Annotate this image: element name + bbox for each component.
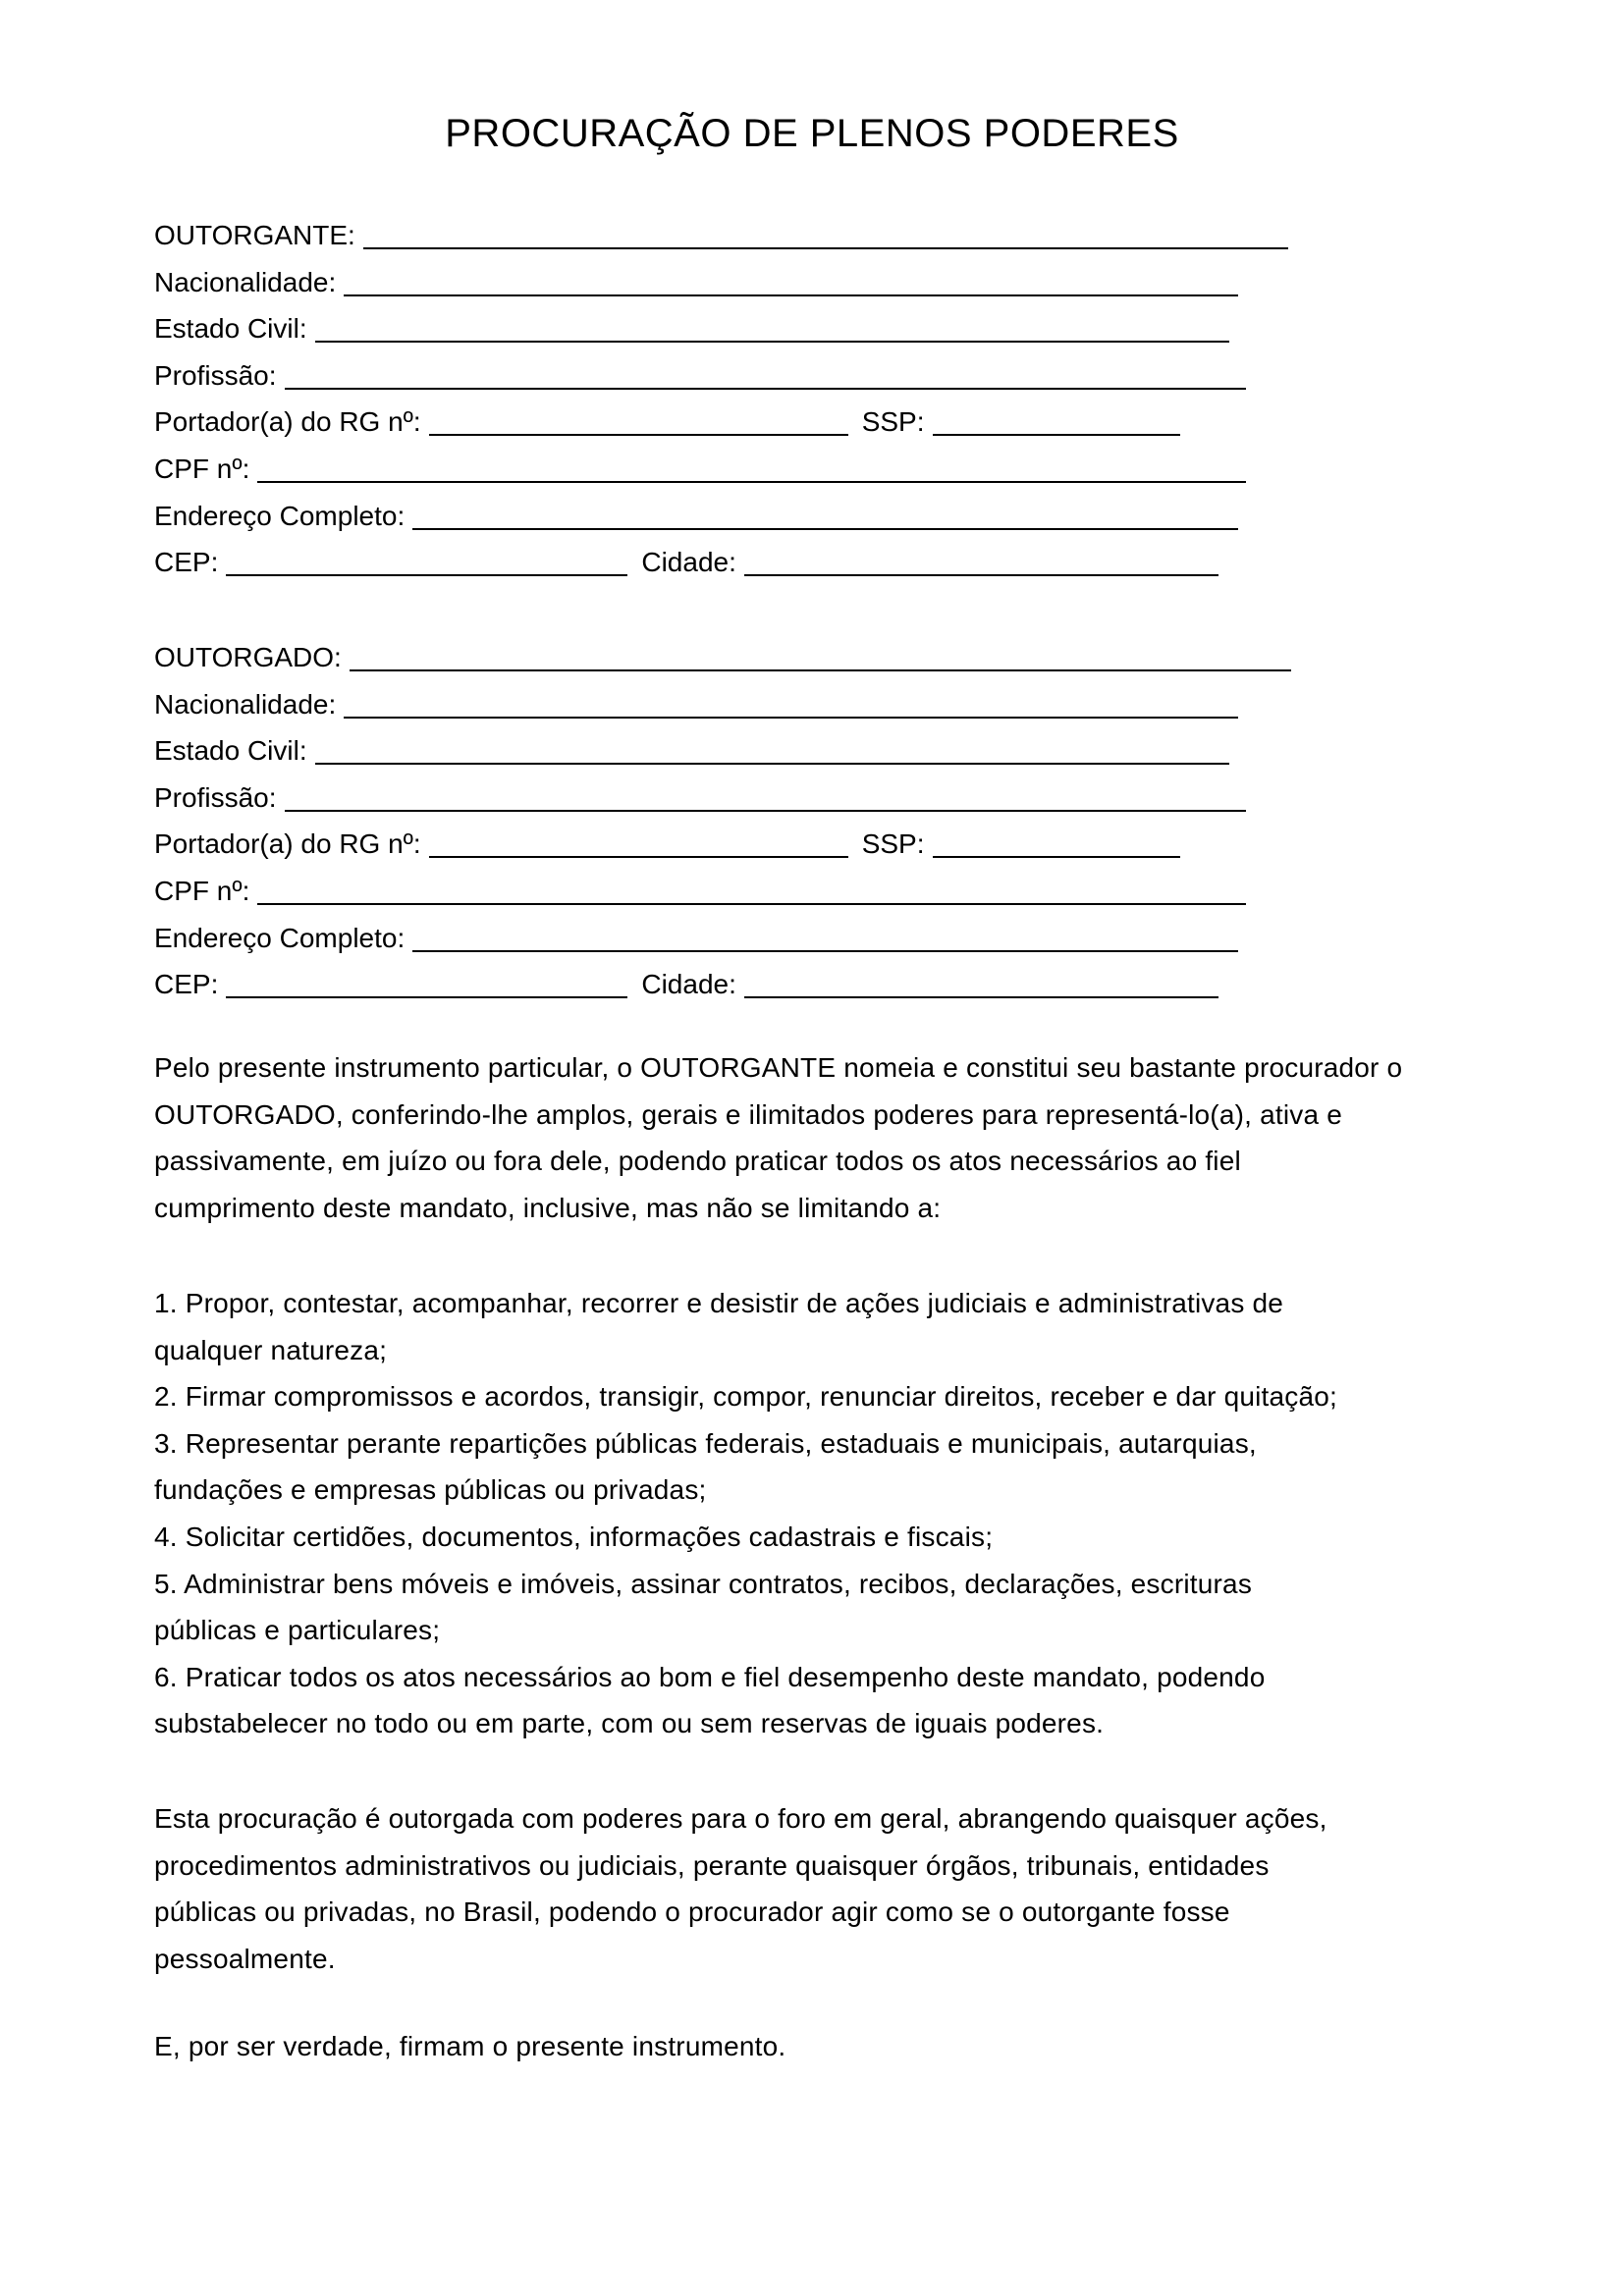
grantor-nationality-label: Nacionalidade: bbox=[154, 266, 337, 297]
intro-paragraph bbox=[154, 1044, 1494, 1231]
list-item bbox=[154, 1654, 1494, 1747]
grantee-ssp-label: SSP: bbox=[861, 828, 925, 860]
scope-paragraph bbox=[154, 1795, 1494, 1982]
grantor-name-label: OUTORGANTE: bbox=[154, 220, 355, 250]
list-item bbox=[154, 1280, 1494, 1373]
grantee-marital-blank bbox=[315, 763, 1229, 765]
grantee-profession-label: Profissão: bbox=[154, 781, 277, 813]
grantee-address-label: Endereço Completo: bbox=[154, 922, 406, 953]
grantor-marital-label: Estado Civil: bbox=[154, 313, 307, 345]
list-item-line: públicas e particulares; bbox=[154, 1615, 441, 1646]
grantee-marital-row bbox=[154, 727, 1565, 774]
list-item-line: 6. Praticar todos os atos necessários ao bom e fiel desempenho deste mandato, podendo bbox=[154, 1661, 1266, 1692]
scope-line: públicas ou privadas, no Brasil, podendo o procurador agir como se o outorgante fosse bbox=[154, 1896, 1230, 1928]
list-item bbox=[154, 1561, 1494, 1654]
grantee-cep-row bbox=[154, 961, 1565, 1008]
list-item-line: 2. Firmar compromissos e acordos, transigir, compor, renunciar direitos, receber e dar quitação; bbox=[154, 1381, 1338, 1413]
grantor-ssp-blank bbox=[933, 434, 1180, 436]
grantee-name-row bbox=[154, 634, 1565, 681]
list-item-line: substabelecer no todo ou em parte, com ou sem reservas de iguais poderes. bbox=[154, 1708, 1105, 1739]
grantee-city-blank bbox=[744, 996, 1218, 998]
grantee-name-label: OUTORGADO: bbox=[154, 642, 342, 672]
document-title: PROCURAÇÃO DE PLENOS PODERES bbox=[445, 112, 1179, 155]
intro-line: Pelo presente instrumento particular, o OUTORGANTE nomeia e constitui seu bastante procurador o bbox=[154, 1052, 1403, 1083]
grantee-name-blank bbox=[350, 669, 1291, 671]
list-item-line: fundações e empresas públicas ou privadas; bbox=[154, 1474, 707, 1506]
grantor-cep-row bbox=[154, 539, 1565, 586]
intro-line: cumprimento deste mandato, inclusive, mas não se limitando a: bbox=[154, 1192, 942, 1223]
grantee-cep-label: CEP: bbox=[154, 969, 219, 1000]
list-item-line: 1. Propor, contestar, acompanhar, recorrer e desistir de ações judiciais e administrativas de bbox=[154, 1288, 1284, 1318]
closing-line: E, por ser verdade, firmam o presente instrumento. bbox=[154, 2031, 786, 2061]
grantor-address-row bbox=[154, 493, 1565, 540]
list-item-line: 3. Representar perante repartições públicas federais, estaduais e municipais, autarquias, bbox=[154, 1427, 1257, 1459]
grantee-nationality-row bbox=[154, 681, 1565, 728]
grantee-nationality-label: Nacionalidade: bbox=[154, 688, 337, 720]
grantee-marital-label: Estado Civil: bbox=[154, 735, 307, 767]
grantor-profession-blank bbox=[285, 388, 1246, 390]
grantor-rg-row bbox=[154, 399, 1565, 446]
grantor-marital-row bbox=[154, 305, 1565, 352]
grantor-name-row bbox=[154, 212, 1565, 259]
intro-line: OUTORGADO, conferindo-lhe amplos, gerais e ilimitados poderes para representá-lo(a), ativa e bbox=[154, 1098, 1342, 1130]
grantor-rg-label: Portador(a) do RG nº: bbox=[154, 406, 421, 438]
grantor-marital-blank bbox=[315, 341, 1229, 343]
grantee-nationality-blank bbox=[344, 717, 1238, 719]
grantor-name-blank bbox=[363, 247, 1288, 249]
grantee-address-row bbox=[154, 915, 1565, 962]
grantee-profession-row bbox=[154, 774, 1565, 822]
grantor-section bbox=[154, 212, 1565, 586]
grantee-cpf-label: CPF nº: bbox=[154, 875, 250, 906]
intro-line: passivamente, em juízo ou fora dele, podendo praticar todos os atos necessários ao fiel bbox=[154, 1146, 1241, 1177]
list-item bbox=[154, 1373, 1494, 1420]
grantee-cep-blank bbox=[226, 996, 627, 998]
grantor-profession-row bbox=[154, 352, 1565, 400]
grantor-city-label: Cidade: bbox=[641, 547, 736, 578]
list-item bbox=[154, 1420, 1494, 1514]
grantor-profession-label: Profissão: bbox=[154, 359, 277, 391]
grantor-address-blank bbox=[412, 528, 1238, 530]
closing-statement bbox=[154, 2023, 1494, 2070]
list-item-line: qualquer natureza; bbox=[154, 1334, 388, 1365]
scope-line: procedimentos administrativos ou judiciais, perante quaisquer órgãos, tribunais, entidades bbox=[154, 1849, 1270, 1881]
grantee-section bbox=[154, 634, 1565, 1008]
powers-list bbox=[154, 1280, 1494, 1747]
grantee-cpf-row bbox=[154, 868, 1565, 915]
scope-line: pessoalmente. bbox=[154, 1943, 336, 1974]
grantor-cpf-label: CPF nº: bbox=[154, 453, 250, 484]
grantee-cpf-blank bbox=[257, 903, 1246, 905]
grantee-city-label: Cidade: bbox=[641, 969, 736, 1000]
grantor-cep-blank bbox=[226, 574, 627, 576]
grantor-city-blank bbox=[744, 574, 1218, 576]
grantor-ssp-label: SSP: bbox=[861, 406, 925, 438]
grantee-rg-label: Portador(a) do RG nº: bbox=[154, 828, 421, 860]
grantor-nationality-blank bbox=[344, 294, 1238, 296]
grantee-rg-blank bbox=[429, 856, 848, 858]
grantor-rg-blank bbox=[429, 434, 848, 436]
grantor-address-label: Endereço Completo: bbox=[154, 500, 406, 531]
grantor-cpf-blank bbox=[257, 481, 1246, 483]
list-item bbox=[154, 1514, 1494, 1561]
grantee-ssp-blank bbox=[933, 856, 1180, 858]
scope-line: Esta procuração é outorgada com poderes para o foro em geral, abrangendo quaisquer ações, bbox=[154, 1803, 1327, 1834]
grantee-address-blank bbox=[412, 950, 1238, 952]
grantor-cpf-row bbox=[154, 446, 1565, 493]
grantor-cep-label: CEP: bbox=[154, 547, 219, 578]
grantee-rg-row bbox=[154, 821, 1565, 868]
list-item-line: 4. Solicitar certidões, documentos, informações cadastrais e fiscais; bbox=[154, 1521, 994, 1552]
list-item-line: 5. Administrar bens móveis e imóveis, assinar contratos, recibos, declarações, escrituras bbox=[154, 1568, 1253, 1599]
grantee-profession-blank bbox=[285, 810, 1246, 812]
grantor-nationality-row bbox=[154, 259, 1565, 306]
